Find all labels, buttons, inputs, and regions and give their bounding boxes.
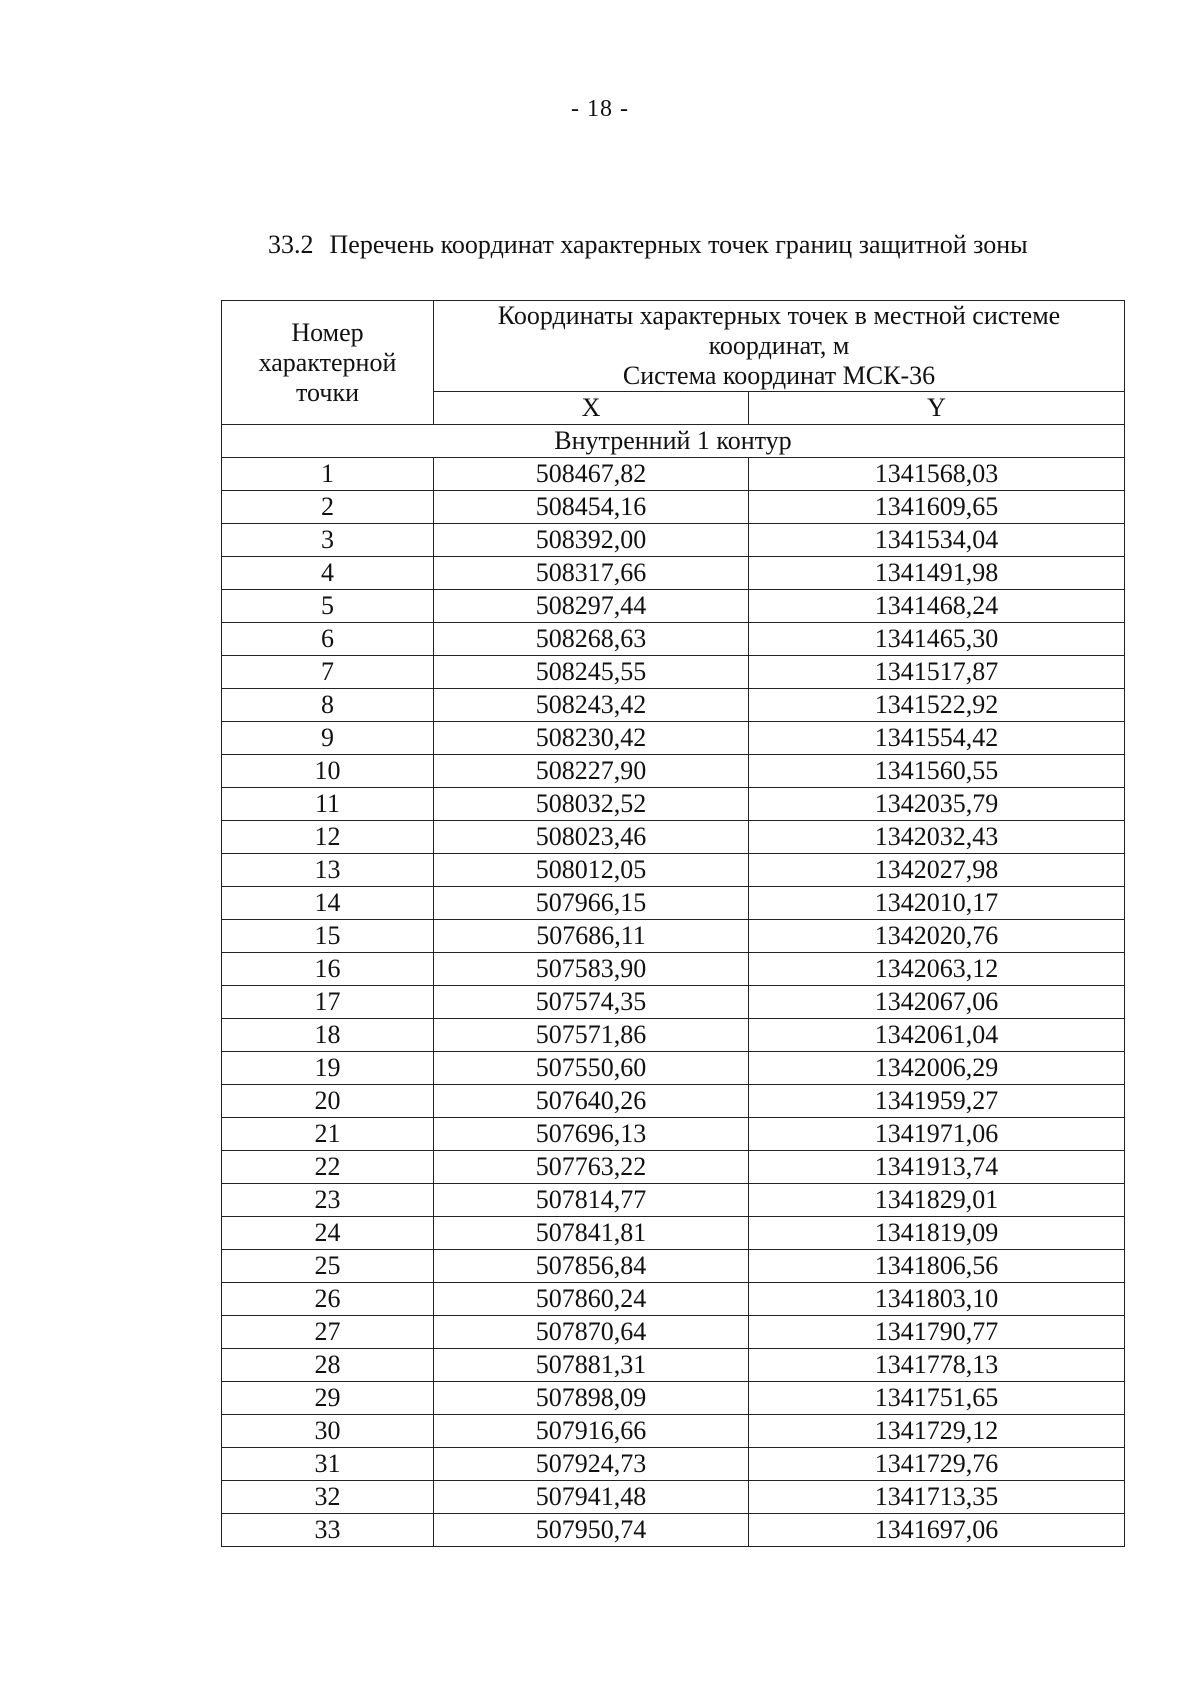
y-coordinate-cell: 1341609,65	[749, 491, 1125, 524]
table-row	[222, 1250, 1125, 1283]
point-number-cell: 29	[222, 1382, 434, 1415]
x-coordinate-cell: 508230,42	[434, 722, 749, 755]
table-row	[222, 920, 1125, 953]
table-row	[222, 689, 1125, 722]
x-coordinate-cell: 508023,46	[434, 821, 749, 854]
header-coordinates-line: Система координат МСК-36	[622, 361, 936, 390]
point-number-cell: 25	[222, 1250, 434, 1283]
table-row	[222, 1184, 1125, 1217]
point-number-cell: 19	[222, 1052, 434, 1085]
header-point-number-line: Номер	[291, 317, 364, 347]
y-coordinate-cell: 1342063,12	[749, 953, 1125, 986]
y-coordinate-cell: 1341778,13	[749, 1349, 1125, 1382]
y-coordinate-cell: 1341465,30	[749, 623, 1125, 656]
column-x-header: X	[434, 392, 749, 425]
header-point-number-line: характерной	[258, 347, 397, 377]
y-coordinate-cell: 1341517,87	[749, 656, 1125, 689]
table-row	[222, 1019, 1125, 1052]
table-row	[222, 1382, 1125, 1415]
x-coordinate-cell: 507916,66	[434, 1415, 749, 1448]
table-row	[222, 458, 1125, 491]
y-coordinate-cell: 1341803,10	[749, 1283, 1125, 1316]
y-coordinate-cell: 1341568,03	[749, 458, 1125, 491]
point-number-cell: 26	[222, 1283, 434, 1316]
table-row	[222, 1415, 1125, 1448]
x-coordinate-cell: 507814,77	[434, 1184, 749, 1217]
y-coordinate-cell: 1342032,43	[749, 821, 1125, 854]
table-row	[222, 656, 1125, 689]
table-row	[222, 1217, 1125, 1250]
y-coordinate-cell: 1341959,27	[749, 1085, 1125, 1118]
x-coordinate-cell: 507950,74	[434, 1514, 749, 1547]
y-coordinate-cell: 1341554,42	[749, 722, 1125, 755]
y-coordinate-cell: 1342027,98	[749, 854, 1125, 887]
table-row	[222, 491, 1125, 524]
point-number-cell: 27	[222, 1316, 434, 1349]
x-coordinate-cell: 507856,84	[434, 1250, 749, 1283]
point-number-cell: 9	[222, 722, 434, 755]
x-coordinate-cell: 507841,81	[434, 1217, 749, 1250]
table-row	[222, 557, 1125, 590]
point-number-cell: 28	[222, 1349, 434, 1382]
table-row	[222, 1151, 1125, 1184]
y-coordinate-cell: 1341468,24	[749, 590, 1125, 623]
table-row	[222, 1316, 1125, 1349]
x-coordinate-cell: 507898,09	[434, 1382, 749, 1415]
x-coordinate-cell: 507881,31	[434, 1349, 749, 1382]
table-row	[222, 1448, 1125, 1481]
point-number-cell: 24	[222, 1217, 434, 1250]
header-point-number	[222, 301, 434, 425]
table-row	[222, 887, 1125, 920]
x-coordinate-cell: 508032,52	[434, 788, 749, 821]
point-number-cell: 2	[222, 491, 434, 524]
section-number: 33.2	[268, 230, 314, 259]
point-number-cell: 17	[222, 986, 434, 1019]
table-row	[222, 1118, 1125, 1151]
y-coordinate-cell: 1341697,06	[749, 1514, 1125, 1547]
y-coordinate-cell: 1341751,65	[749, 1382, 1125, 1415]
table-row	[222, 1481, 1125, 1514]
table-row	[222, 821, 1125, 854]
table-row	[222, 953, 1125, 986]
x-coordinate-cell: 507583,90	[434, 953, 749, 986]
table-row	[222, 1283, 1125, 1316]
point-number-cell: 3	[222, 524, 434, 557]
x-coordinate-cell: 507860,24	[434, 1283, 749, 1316]
point-number-cell: 33	[222, 1514, 434, 1547]
header-coordinates	[434, 301, 1125, 392]
y-coordinate-cell: 1342067,06	[749, 986, 1125, 1019]
point-number-cell: 20	[222, 1085, 434, 1118]
x-coordinate-cell: 507574,35	[434, 986, 749, 1019]
table-row	[222, 1052, 1125, 1085]
x-coordinate-cell: 508454,16	[434, 491, 749, 524]
y-coordinate-cell: 1342061,04	[749, 1019, 1125, 1052]
table-row	[222, 755, 1125, 788]
y-coordinate-cell: 1342006,29	[749, 1052, 1125, 1085]
point-number-cell: 14	[222, 887, 434, 920]
x-coordinate-cell: 507924,73	[434, 1448, 749, 1481]
x-coordinate-cell: 508268,63	[434, 623, 749, 656]
x-coordinate-cell: 507941,48	[434, 1481, 749, 1514]
y-coordinate-cell: 1341819,09	[749, 1217, 1125, 1250]
x-coordinate-cell: 508392,00	[434, 524, 749, 557]
point-number-cell: 1	[222, 458, 434, 491]
point-number-cell: 22	[222, 1151, 434, 1184]
x-coordinate-cell: 507870,64	[434, 1316, 749, 1349]
y-coordinate-cell: 1341971,06	[749, 1118, 1125, 1151]
x-coordinate-cell: 507571,86	[434, 1019, 749, 1052]
header-point-number-line: точки	[296, 377, 359, 407]
point-number-cell: 15	[222, 920, 434, 953]
y-coordinate-cell: 1341806,56	[749, 1250, 1125, 1283]
point-number-cell: 4	[222, 557, 434, 590]
x-coordinate-cell: 508245,55	[434, 656, 749, 689]
table-row	[222, 1349, 1125, 1382]
point-number-cell: 12	[222, 821, 434, 854]
y-coordinate-cell: 1341829,01	[749, 1184, 1125, 1217]
y-coordinate-cell: 1341491,98	[749, 557, 1125, 590]
table-row	[222, 854, 1125, 887]
x-coordinate-cell: 508012,05	[434, 854, 749, 887]
point-number-cell: 16	[222, 953, 434, 986]
x-coordinate-cell: 507696,13	[434, 1118, 749, 1151]
y-coordinate-cell: 1341790,77	[749, 1316, 1125, 1349]
x-coordinate-cell: 508243,42	[434, 689, 749, 722]
section-title	[268, 230, 1028, 260]
point-number-cell: 13	[222, 854, 434, 887]
table-row	[222, 722, 1125, 755]
header-coordinates-line: Координаты характерных точек в местной системе	[497, 301, 1061, 330]
y-coordinate-cell: 1342035,79	[749, 788, 1125, 821]
y-coordinate-cell: 1342020,76	[749, 920, 1125, 953]
y-coordinate-cell: 1341534,04	[749, 524, 1125, 557]
point-number-cell: 18	[222, 1019, 434, 1052]
header-coordinates-line: координат, м	[708, 331, 850, 360]
y-coordinate-cell: 1342010,17	[749, 887, 1125, 920]
section-title-text: Перечень координат характерных точек границ защитной зоны	[329, 230, 1028, 259]
x-coordinate-cell: 507550,60	[434, 1052, 749, 1085]
point-number-cell: 10	[222, 755, 434, 788]
page-number: - 18 -	[571, 96, 629, 122]
x-coordinate-cell: 507640,26	[434, 1085, 749, 1118]
table-row	[222, 788, 1125, 821]
point-number-cell: 11	[222, 788, 434, 821]
y-coordinate-cell: 1341560,55	[749, 755, 1125, 788]
y-coordinate-cell: 1341729,76	[749, 1448, 1125, 1481]
coordinates-table	[221, 300, 1125, 1547]
x-coordinate-cell: 508227,90	[434, 755, 749, 788]
point-number-cell: 30	[222, 1415, 434, 1448]
column-y-header: Y	[749, 392, 1125, 425]
point-number-cell: 31	[222, 1448, 434, 1481]
y-coordinate-cell: 1341913,74	[749, 1151, 1125, 1184]
x-coordinate-cell: 507966,15	[434, 887, 749, 920]
x-coordinate-cell: 508317,66	[434, 557, 749, 590]
point-number-cell: 21	[222, 1118, 434, 1151]
x-coordinate-cell: 508467,82	[434, 458, 749, 491]
x-coordinate-cell: 508297,44	[434, 590, 749, 623]
point-number-cell: 7	[222, 656, 434, 689]
point-number-cell: 23	[222, 1184, 434, 1217]
table-row	[222, 623, 1125, 656]
point-number-cell: 5	[222, 590, 434, 623]
x-coordinate-cell: 507686,11	[434, 920, 749, 953]
x-coordinate-cell: 507763,22	[434, 1151, 749, 1184]
table-row	[222, 524, 1125, 557]
y-coordinate-cell: 1341713,35	[749, 1481, 1125, 1514]
point-number-cell: 32	[222, 1481, 434, 1514]
table-row	[222, 986, 1125, 1019]
table-row	[222, 590, 1125, 623]
point-number-cell: 6	[222, 623, 434, 656]
point-number-cell: 8	[222, 689, 434, 722]
table-row	[222, 1514, 1125, 1547]
table-row	[222, 1085, 1125, 1118]
y-coordinate-cell: 1341729,12	[749, 1415, 1125, 1448]
y-coordinate-cell: 1341522,92	[749, 689, 1125, 722]
contour-label: Внутренний 1 контур	[222, 425, 1125, 458]
